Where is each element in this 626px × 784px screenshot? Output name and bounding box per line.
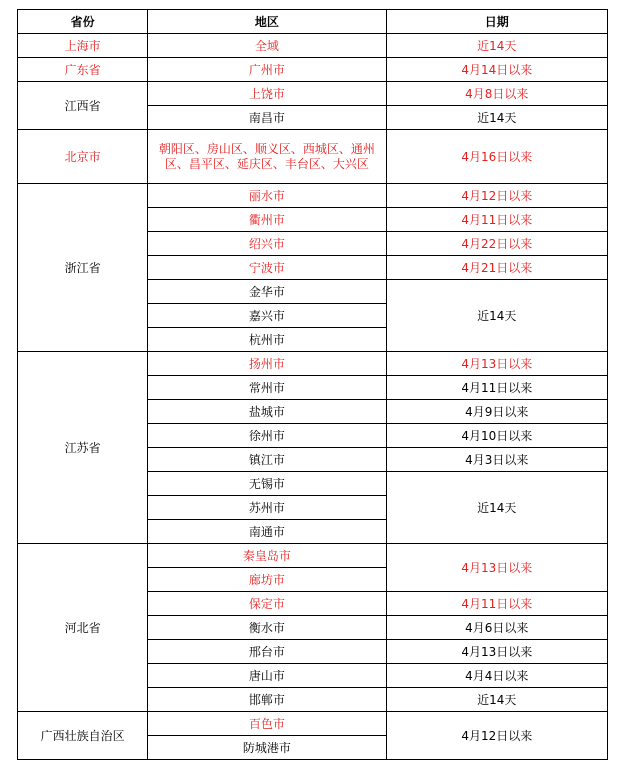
date-cell: 4月11日以来 <box>386 208 607 232</box>
area-cell: 邢台市 <box>148 640 386 664</box>
area-cell: 丽水市 <box>148 184 386 208</box>
province-cell: 江西省 <box>18 82 148 130</box>
date-cell: 4月13日以来 <box>386 352 607 376</box>
date-cell: 近14天 <box>386 34 607 58</box>
area-cell: 唐山市 <box>148 664 386 688</box>
province-cell: 广西壮族自治区 <box>18 712 148 760</box>
date-cell: 4月12日以来 <box>386 184 607 208</box>
area-cell: 百色市 <box>148 712 386 736</box>
date-cell: 4月13日以来 <box>386 544 607 592</box>
area-cell: 衡水市 <box>148 616 386 640</box>
table-row <box>18 58 608 82</box>
date-cell: 4月12日以来 <box>386 712 607 760</box>
area-cell: 金华市 <box>148 280 386 304</box>
province-cell: 广东省 <box>18 58 148 82</box>
date-cell: 4月4日以来 <box>386 664 607 688</box>
date-cell: 4月10日以来 <box>386 424 607 448</box>
area-cell: 徐州市 <box>148 424 386 448</box>
date-cell: 近14天 <box>386 688 607 712</box>
area-cell: 廊坊市 <box>148 568 386 592</box>
table-row <box>18 130 608 184</box>
table-row <box>18 352 608 376</box>
area-cell: 南通市 <box>148 520 386 544</box>
province-cell: 上海市 <box>18 34 148 58</box>
table-header-row <box>18 10 608 34</box>
area-cell: 绍兴市 <box>148 232 386 256</box>
area-cell: 衢州市 <box>148 208 386 232</box>
province-cell: 河北省 <box>18 544 148 712</box>
area-cell: 全域 <box>148 34 386 58</box>
date-cell: 近14天 <box>386 106 607 130</box>
header-province: 省份 <box>18 10 148 34</box>
date-cell: 4月22日以来 <box>386 232 607 256</box>
table-row <box>18 34 608 58</box>
area-cell: 防城港市 <box>148 736 386 760</box>
date-cell: 4月11日以来 <box>386 376 607 400</box>
province-cell: 北京市 <box>18 130 148 184</box>
date-cell: 近14天 <box>386 472 607 544</box>
area-cell: 秦皇岛市 <box>148 544 386 568</box>
header-area: 地区 <box>148 10 386 34</box>
date-cell: 4月3日以来 <box>386 448 607 472</box>
date-cell: 4月9日以来 <box>386 400 607 424</box>
table-row <box>18 544 608 568</box>
date-cell: 近14天 <box>386 280 607 352</box>
table-row <box>18 184 608 208</box>
header-date: 日期 <box>386 10 607 34</box>
date-cell: 4月16日以来 <box>386 130 607 184</box>
date-cell: 4月8日以来 <box>386 82 607 106</box>
area-cell: 杭州市 <box>148 328 386 352</box>
province-cell: 江苏省 <box>18 352 148 544</box>
date-cell: 4月14日以来 <box>386 58 607 82</box>
area-cell: 苏州市 <box>148 496 386 520</box>
area-cell: 上饶市 <box>148 82 386 106</box>
date-cell: 4月13日以来 <box>386 640 607 664</box>
area-cell: 嘉兴市 <box>148 304 386 328</box>
risk-area-table-container <box>17 9 608 760</box>
area-cell: 无锡市 <box>148 472 386 496</box>
date-cell: 4月11日以来 <box>386 592 607 616</box>
area-cell: 镇江市 <box>148 448 386 472</box>
area-cell: 盐城市 <box>148 400 386 424</box>
area-cell: 邯郸市 <box>148 688 386 712</box>
area-cell: 宁波市 <box>148 256 386 280</box>
date-cell: 4月21日以来 <box>386 256 607 280</box>
province-cell: 浙江省 <box>18 184 148 352</box>
area-cell: 保定市 <box>148 592 386 616</box>
area-cell: 常州市 <box>148 376 386 400</box>
area-cell: 南昌市 <box>148 106 386 130</box>
table-row <box>18 712 608 736</box>
risk-area-table <box>17 9 608 760</box>
area-cell: 广州市 <box>148 58 386 82</box>
area-cell: 朝阳区、房山区、顺义区、西城区、通州区、昌平区、延庆区、丰台区、大兴区 <box>148 130 386 184</box>
table-row <box>18 82 608 106</box>
date-cell: 4月6日以来 <box>386 616 607 640</box>
area-cell: 扬州市 <box>148 352 386 376</box>
